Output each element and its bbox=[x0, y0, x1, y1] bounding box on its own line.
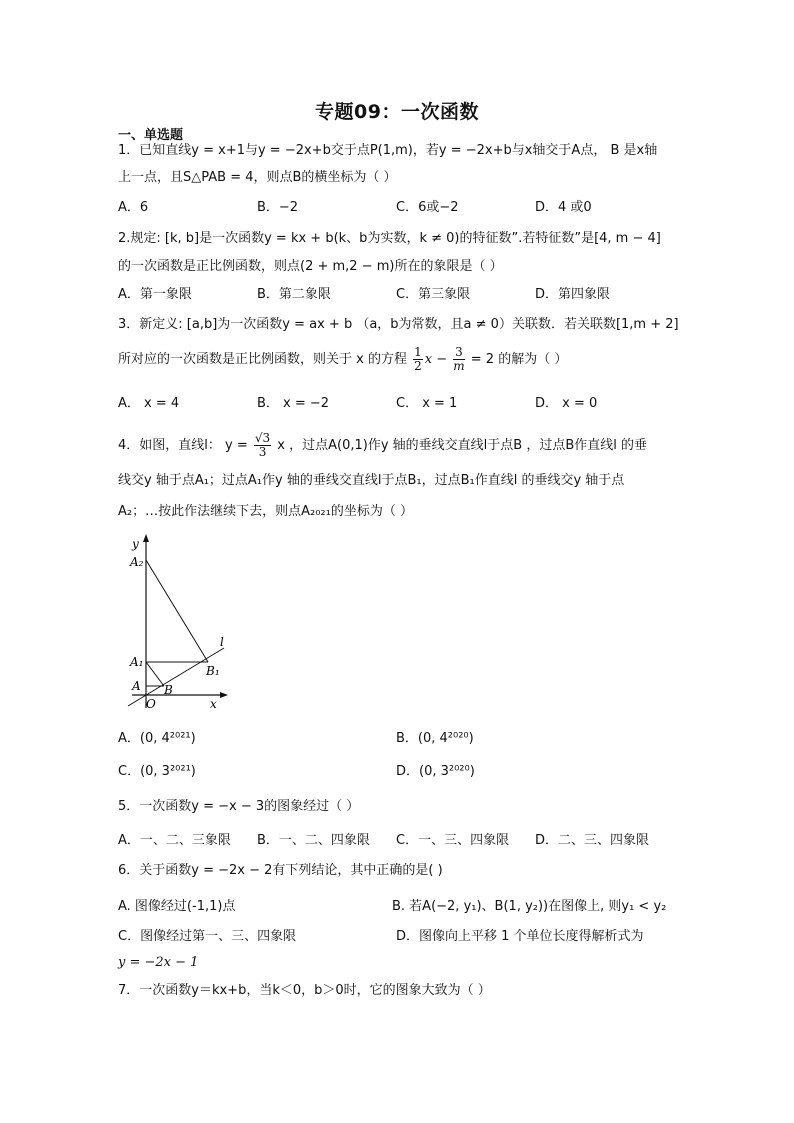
q5-option-a: A．一、二、三象限 bbox=[118, 833, 231, 848]
label-O: O bbox=[146, 697, 156, 711]
q2-stem-line2: 的一次函数是正比例函数，则点(2 + m,2 − m)所在的象限是（ ） bbox=[118, 259, 503, 274]
segment-B1A2 bbox=[146, 560, 208, 662]
label-A1: A₁ bbox=[130, 655, 144, 669]
q3-option-b: B． x = −2 bbox=[257, 396, 330, 411]
q3-option-d: D． x = 0 bbox=[535, 396, 598, 411]
q1-option-b: B．−2 bbox=[257, 200, 299, 215]
label-B: B bbox=[164, 683, 173, 697]
q1-stem-line1: 1．已知直线y = x+1与y = −2x+b交于点P(1,m)，若y = −2x+b与x轴交于A点， B 是x轴 bbox=[118, 143, 658, 158]
segment-BA1 bbox=[146, 662, 164, 686]
q4-stem-line1-end: x ，过点A(0,1)作y 轴的垂线交直线l于点B ，过点B作直线l 的垂 bbox=[277, 438, 647, 453]
q5-option-b: B．一、二、四象限 bbox=[257, 833, 370, 848]
x-axis-arrow-icon bbox=[220, 692, 228, 698]
q3-option-c: C． x = 1 bbox=[396, 396, 458, 411]
q3-stem-line2 bbox=[118, 346, 567, 373]
q5-stem: 5．一次函数y = −x − 3的图象经过（ ） bbox=[118, 799, 360, 814]
label-y: y bbox=[132, 537, 139, 551]
q4-stem-line1 bbox=[118, 432, 647, 459]
label-A: A bbox=[132, 679, 141, 693]
q4-option-c: C．(0, 3²⁰²¹) bbox=[118, 764, 196, 779]
q3-stem-line2-end: = 2 的解为（ ） bbox=[470, 352, 568, 367]
q3-x-minus: x − bbox=[424, 352, 448, 367]
q1-option-c: C．6或−2 bbox=[396, 200, 459, 215]
q2-option-a: A．第一象限 bbox=[118, 287, 192, 302]
q2-option-c: C．第三象限 bbox=[396, 287, 471, 302]
q2-option-b: B．第二象限 bbox=[257, 287, 331, 302]
q6-option-b: B. 若A(−2, y₁)、B(1, y₂))在图像上, 则y₁ < y₂ bbox=[392, 899, 667, 914]
q4-figure bbox=[120, 532, 240, 714]
q2-stem-line1: 2.规定: [k, b]是一次函数y = kx + b(k、b为实数，k ≠ 0)的特征数”.若特征数”是[4, m − 4] bbox=[118, 231, 661, 246]
label-l: l bbox=[220, 635, 224, 649]
q5-option-d: D．二、三、四象限 bbox=[535, 833, 650, 848]
q3-fraction-3-over-m: $\frac{3}{m}$ bbox=[453, 345, 465, 373]
q2-option-d: D．第四象限 bbox=[535, 287, 611, 302]
q4-option-b: B．(0, 4²⁰²⁰) bbox=[396, 731, 474, 746]
label-B1: B₁ bbox=[206, 664, 220, 678]
q5-option-c: C．一、三、四象限 bbox=[396, 833, 510, 848]
label-x: x bbox=[210, 697, 217, 711]
q4-stem-line2: 线交y 轴于点A₁；过点A₁作y 轴的垂线交直线l于点B₁，过点B₁作直线l 的垂线交y 轴于点 bbox=[118, 473, 625, 488]
q6-stem: 6．关于函数y = −2x − 2有下列结论，其中正确的是( ) bbox=[118, 863, 443, 878]
q3-stem-line1: 3．新定义: [a,b]为一次函数y = ax + b （a，b为常数，且a ≠ 0）关联数．若关联数[1,m + 2] bbox=[118, 317, 679, 332]
q6-option-d-formula: y = −2x − 1 bbox=[118, 955, 199, 970]
y-axis-arrow-icon bbox=[143, 534, 149, 542]
q3-stem-line2-start: 所对应的一次函数是正比例函数，则关于 x 的方程 bbox=[118, 352, 407, 367]
q1-option-d: D．4 或0 bbox=[535, 200, 592, 215]
q4-stem-line3: A₂；…按此作法继续下去，则点A₂₀₂₁的坐标为（ ） bbox=[118, 504, 413, 519]
q4-stem-line1-start: 4．如图，直线l： y = bbox=[118, 438, 248, 453]
q6-option-d: D．图像向上平移 1 个单位长度得解析式为 bbox=[396, 929, 644, 944]
q4-option-a: A．(0, 4²⁰²¹) bbox=[118, 731, 196, 746]
q4-fraction-root3-over-3: $\frac{√3}{3}$ bbox=[254, 431, 271, 459]
q7-stem: 7．一次函数y＝kx+b，当k＜0，b＞0时，它的图象大致为（ ） bbox=[118, 983, 491, 998]
q3-option-a: A． x = 4 bbox=[118, 396, 180, 411]
q6-option-c: C．图像经过第一、三、四象限 bbox=[118, 929, 297, 944]
q4-option-d: D．(0, 3²⁰²⁰) bbox=[396, 764, 475, 779]
q3-fraction-half: $\frac{1}{2}$ bbox=[414, 345, 422, 373]
page-title: 专题09：一次函数 bbox=[315, 101, 479, 123]
q1-stem-line2: 上一点，且S△PAB = 4，则点B的横坐标为（ ） bbox=[118, 170, 397, 185]
q1-option-a: A．6 bbox=[118, 200, 149, 215]
label-A2: A₂ bbox=[130, 555, 144, 569]
section-heading: 一、单选题 bbox=[118, 128, 184, 143]
q6-option-a: A. 图像经过(-1,1)点 bbox=[118, 899, 236, 914]
